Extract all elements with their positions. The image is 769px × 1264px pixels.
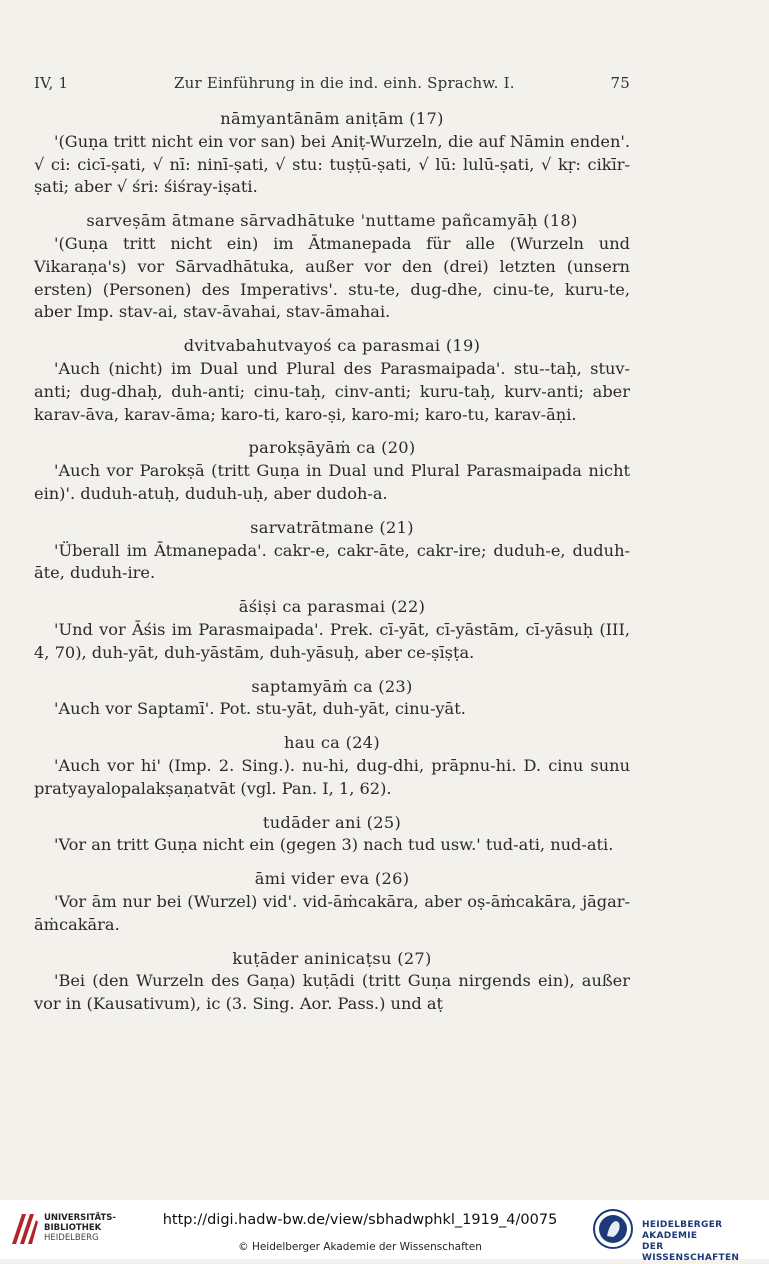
academy-logo-line: HEIDELBERGER AKADEMIE [642,1220,723,1241]
sutra-text: 'Überall im Ātmanepada'. cakr-e, cakr-āte, cakr-ire; duduh-e, duduh-āte, duduh-ire. [34,540,630,583]
header-page-number: 75 [610,74,630,92]
sutra-heading: saptamyāṁ ca (23) [251,676,413,696]
academy-logo-text [642,1220,764,1264]
copyright-notice: © Heidelberger Akademie der Wissenschaften [238,1241,482,1253]
academy-logo-line: DER WISSENSCHAFTEN [642,1242,740,1263]
section-25 [34,812,630,858]
section-27 [34,948,630,1016]
library-logo-line: BIBLIOTHEK [44,1223,102,1233]
library-logo-line: UNIVERSITÄTS- [44,1213,116,1223]
section-20 [34,437,630,505]
sutra-text: 'Bei (den Wurzeln des Gaṇa) kuṭādi (tritt Guṇa nirgends ein), außer vor in (Kausativum), ic (3. Sing. Aor. Pass.) und aṭ [34,971,630,1014]
section-17 [34,108,630,199]
viewer-footer [0,1200,769,1263]
sutra-text: 'Vor ām nur bei (Wurzel) vid'. vid-āṁcakāra, aber oṣ-āṁcakāra, jāgar-āṁcakāra. [34,891,630,934]
academy-seal-icon [592,1208,634,1250]
header-title: Zur Einführung in die ind. einh. Sprachw. I. [174,74,515,92]
page-body [34,108,630,1016]
university-library-logo[interactable] [8,1206,148,1252]
sutra-text: '(Guṇa tritt nicht ein) im Ātmanepada für alle (Wurzeln und Vikaraṇa's) vor Sārvadhātuka, außer vor den (drei) letzten (unsern ersten) (Personen) des Imperativs'. stu-te, dug-dhe, cinu-te, kuru-te, aber Imp. stav-ai, stav-āvahai, stav-āmahai. [34,233,630,322]
sutra-text: 'Vor an tritt Guṇa nicht ein (gegen 3) nach tud usw.' tud-ati, nud-ati. [54,835,614,855]
sutra-heading: kuṭāder aninicaṭsu (27) [232,948,432,968]
sutra-heading: hau ca (24) [283,733,381,753]
section-26 [34,868,630,936]
library-logo-line: HEIDELBERG [44,1233,99,1243]
section-22 [34,596,630,664]
sutra-text: 'Und vor Āśis im Parasmaipada'. Prek. cī-yāt, cī-yāstām, cī-yāsuḥ (III, 4, 70), duh-yāt, duh-yāstām, duh-yāsuḥ, aber ce-ṣīṣṭa. [34,619,630,662]
sutra-text: 'Auch vor Parokṣā (tritt Guṇa in Dual und Plural Parasmaipada nicht ein)'. duduh-atuḥ, duduh-uḥ, aber dudoh-a. [34,461,630,503]
sutra-text: 'Auch (nicht) im Dual und Plural des Parasmaipada'. stu--taḥ, stuv-anti; dug-dhaḥ, duh-anti; cinu-taḥ, cinv-anti; kuru-taḥ, kurv-anti; aber karav-āva, karav-āma; karo-ti, karo-ṣi, karo-mi; karo-tu, karav-āṇi. [34,358,630,424]
sutra-heading: tudāder ani (25) [262,812,402,832]
library-logo-text [44,1213,116,1243]
sutra-heading: sarveṣām ātmane sārvadhātuke 'nuttame pañcamyāḥ (18) [86,211,578,231]
sutra-text: 'Auch vor Saptamī'. Pot. stu-yāt, duh-yāt, cinu-yāt. [54,699,466,719]
section-18 [34,210,630,324]
sutra-heading: āśiṣi ca parasmai (22) [238,597,426,617]
academy-logo[interactable] [592,1206,764,1263]
sutra-heading: āmi vider eva (26) [254,869,410,889]
section-21 [34,517,630,585]
sutra-heading: sarvatrātmane (21) [250,517,414,537]
sutra-heading: dvitvabahutvayoś ca parasmai (19) [183,336,481,356]
sutra-heading: parokṣāyāṁ ca (20) [248,438,416,458]
sutra-text: 'Auch vor hi' (Imp. 2. Sing.). nu-hi, dug-dhi, prāpnu-hi. D. cinu sunu pratyayalopalakṣaṇatvāt (vgl. Pan. I, 1, 62). [34,755,630,798]
section-24 [34,732,630,800]
header-chapter: IV, 1 [34,74,69,92]
permalink-url[interactable]: http://digi.hadw-bw.de/view/sbhadwphkl_1919_4/0075 [162,1212,558,1228]
library-logo-icon [8,1210,40,1248]
sutra-text: '(Guṇa tritt nicht ein vor san) bei Aniṭ-Wurzeln, die auf Nāmin enden'. √ ci: cicī-ṣati, √ nī: ninī-ṣati, √ stu: tuṣṭū-ṣati, √ lū: lulū-ṣati, √ kṛ: cikīr-ṣati; aber √ śri: śiśray-iṣati. [34,131,630,197]
section-23 [34,676,630,722]
sutra-heading: nāmyantānām aniṭām (17) [220,109,444,128]
section-19 [34,335,630,426]
